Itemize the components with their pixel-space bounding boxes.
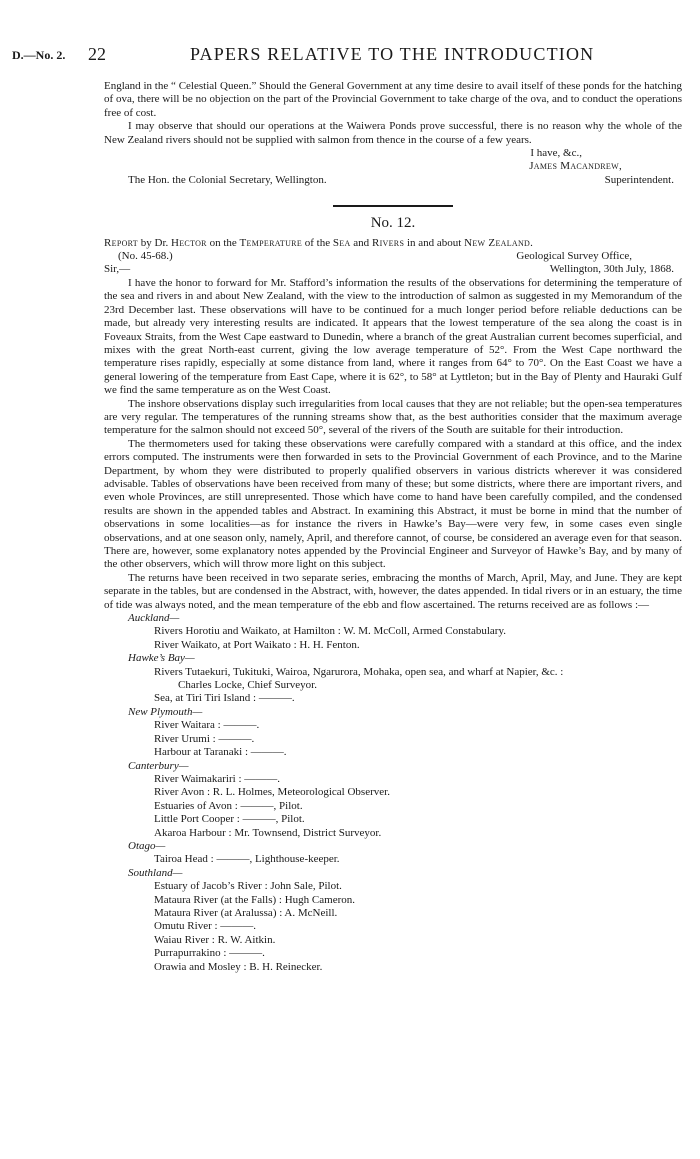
section-rule: [333, 205, 453, 207]
region-heading: Auckland—: [128, 612, 180, 625]
return-entry: Tairoa Head : ———, Lighthouse-keeper.: [154, 853, 340, 866]
region-heading: Otago—: [128, 839, 166, 852]
return-entry: Akaroa Harbour : Mr. Townsend, District Surveyor.: [154, 826, 382, 839]
salutation: Sir,—: [104, 263, 131, 276]
region-heading: Canterbury—: [128, 759, 189, 772]
addressee-row: [104, 174, 682, 187]
page-header: [0, 44, 700, 66]
prev-letter-paragraph: England in the “ Celestial Queen.” Should the General Government at any time desire to avail itself of these ponds for the hatching of ova, there will be no objection on the part of the Provincial Government to take charge of the ova, and to conduct the operations free of cost.: [104, 80, 682, 119]
returns-list: [104, 612, 682, 974]
letter-reference: (No. 45-68.): [118, 250, 173, 263]
region-heading: New Plymouth—: [128, 705, 203, 718]
document-reference: D.—No. 2.: [12, 48, 66, 62]
return-entry: Waiau River : R. W. Aitkin.: [154, 933, 276, 946]
running-title: PAPERS RELATIVE TO THE INTRODUCTION: [190, 44, 595, 64]
return-entry: Estuary of Jacob’s River : John Sale, Pilot.: [154, 880, 342, 893]
return-entry: River Urumi : ———.: [154, 732, 255, 745]
document-number: No. 12.: [370, 215, 416, 232]
report-paragraph: The returns have been received in two separate series, embracing the months of March, April, May, and June. They are kept separate in the tables, but are condensed in the Abstract, with, however, the dates appended. In tidal rivers or in an estuary, the time of tide was always noted, and the mean temperature of the ebb and flow ascertained. The returns received are as follows :—: [104, 571, 682, 611]
signer: [104, 160, 682, 173]
report-paragraph: The thermometers used for taking these observations were carefully compared with a standard at this office, and the index errors computed. The instruments were then forwarded in sets to the Provincial Government of each Province, and to the Marine Department, by whom they were distributed to properly qualified observers in various districts wherever it was considered advisable. Tables of observations have been received from many of these; but some districts, where there are important rivers, and even whole Provinces, are still unrepresented. Those which have come to hand have been carefully compiled, and the condensed results are shown in the appended tables and Abstract. In examining this Abstract, it must be borne in mind that the number of observations in some localities—as for instance the rivers in Hawke’s Bay—were very few, in some cases even single observations, and at one season only, namely, April, and therefore cannot, of course, be considered an average even for that season. There are, however, some explanatory notes appended by the Provincial Engineer and Surveyor of Hawke’s Bay, and by many of the other observers, which will throw more light on this subject.: [104, 437, 682, 571]
page-number: 22: [88, 44, 106, 64]
return-entry: Little Port Cooper : ———, Pilot.: [154, 813, 305, 826]
return-entry: Orawia and Mosley : B. H. Reinecker.: [154, 960, 323, 973]
office: Geological Survey Office,: [516, 250, 632, 263]
return-entry: Rivers Tutaekuri, Tukituki, Wairoa, Ngarurora, Mohaka, open sea, and wharf at Napier, &c. :: [154, 665, 564, 678]
return-entry: Sea, at Tiri Tiri Island : ———.: [154, 692, 295, 705]
closing: I have, &c.,: [530, 147, 582, 160]
return-entry: Charles Locke, Chief Surveyor.: [178, 679, 317, 692]
return-entry: Harbour at Taranaki : ———.: [154, 746, 287, 759]
return-entry: Mataura River (at the Falls) : Hugh Cameron.: [154, 893, 356, 906]
report-paragraph: The inshore observations display such irregularities from local causes that they are not reliable; but the open-sea temperatures are very regular. The temperatures of the running streams show that, as the best authorities consider that the maximum average temperature for the salmon should not exceed 50°, several of the rivers of the South are suitable for their introduction.: [104, 397, 682, 437]
return-entry: Purrapurrakino : ———.: [154, 947, 265, 960]
report-paragraph: I have the honor to forward for Mr. Stafford’s information the results of the observations for determining the temperature of the sea and rivers in and about New Zealand, with the view to the introduction of salmon as suggested in my Memorandum of the 23rd December last. These observations will have to be continued for a much longer period before reliable deductions can be made, but already very interesting results are indicated. It appears that the lowest temperature of the sea along the coast is in Foveaux Straits, from the West Cape eastward to Dunedin, where a branch of the great Australian current becomes superficial, and mixes with the great North-east current, giving the low average temperature of 52°. From the West Cape northward the temperature rises rapidly, especially at some distance from land, where it ranges from 64° to 70°. On the East Coast we have a general lowering of the temperature from East Cape, where it is 62°, to 58° at Lyttleton; but in the Bay of Plenty and Hauraki Gulf we find the same temperature as on the West Coast.: [104, 276, 682, 397]
signer-name: James Macandrew,: [529, 160, 622, 173]
return-entry: Omutu River : ———.: [154, 920, 257, 933]
prev-letter-paragraph: I may observe that should our operations at the Waiwera Ponds prove successful, there is no reason why the whole of the New Zealand rivers should not be supplied with salmon from thence in the course of a few years.: [104, 120, 682, 146]
return-entry: River Waimakariri : ———.: [154, 772, 280, 785]
reference-row: [104, 250, 682, 263]
return-entry: River Avon : R. L. Holmes, Meteorological Observer.: [154, 786, 390, 799]
document-title: Report by Dr. Hector on the Temperature of the Sea and Rivers in and about New Zealand.: [104, 236, 533, 249]
return-entry: River Waitara : ———.: [154, 719, 260, 732]
return-entry: Mataura River (at Aralussa) : A. McNeill.: [154, 906, 338, 919]
page-body: [104, 80, 682, 974]
region-heading: Hawke’s Bay—: [128, 652, 195, 665]
salutation-row: [104, 263, 682, 276]
place-date: Wellington, 30th July, 1868.: [549, 263, 674, 276]
addressee: The Hon. the Colonial Secretary, Wellington.: [128, 173, 327, 186]
return-entry: Rivers Horotiu and Waikato, at Hamilton : W. M. McColl, Armed Constabulary.: [154, 625, 506, 638]
region-heading: Southland—: [128, 866, 183, 879]
return-entry: Estuaries of Avon : ———, Pilot.: [154, 799, 303, 812]
return-entry: River Waikato, at Port Waikato : H. H. Fenton.: [154, 638, 360, 651]
signer-title: Superintendent.: [604, 173, 674, 186]
